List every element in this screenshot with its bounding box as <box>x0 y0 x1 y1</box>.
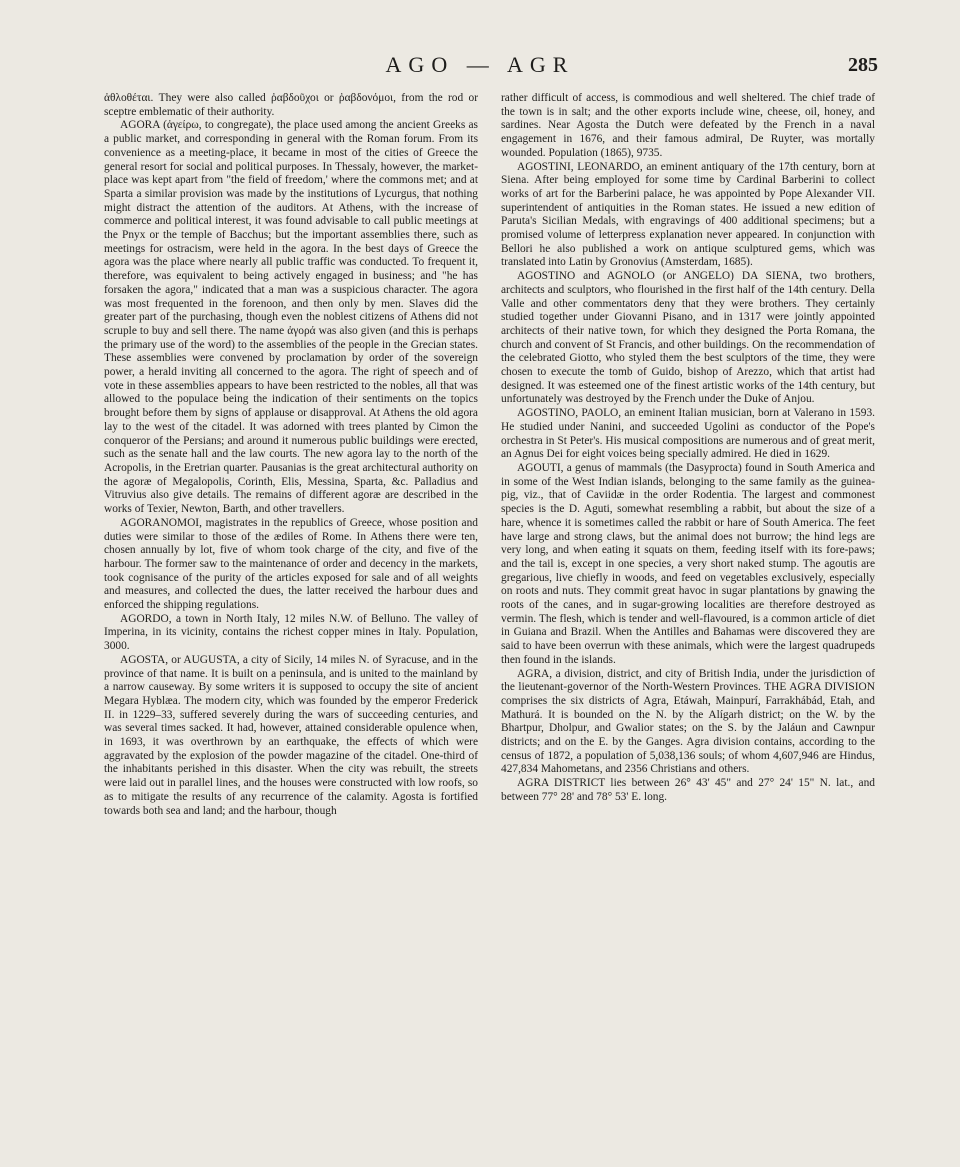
entry-agouti: AGOUTI, a genus of mammals (the Dasyprocta) found in South America and in some of the West Indian islands, belonging to the same family as the guinea-pig, viz., that of Caviidæ in the order Rodentia. The largest and commonest species is the D. Aguti, somewhat resembling a rabbit, but about the size of a hare, whence it is sometimes called the rabbit or hare of South America. The feet have large and strong claws, but the animal does not burrow; the hind legs are very long, and when eating it squats on them, feeding itself with its fore-paws; and the tail is, except in one species, a very short naked stump. The agoutis are gregarious, live chiefly in woods, and feed on vegetables exclusively, especially on roots and nuts. They commit great havoc in sugar plantations by gnawing the roots of the canes, and in sugar-growing localities are therefore destroyed as vermin. The flesh, which is tender and well-flavoured, is a common article of diet in Guiana and Brazil. When the Antilles and Bahamas were discovered they are said to have been overrun with these animals, which were the largest quadrupeds then found in the islands. <box>501 461 875 666</box>
paragraph-athlothetai-end: ἀθλοθέται. They were also called ῥαβδοῦχοι or ῥαβδονόμοι, from the rod or sceptre emblematic of their authority. <box>104 92 478 118</box>
entry-agra-district: AGRA DISTRICT lies between 26° 43' 45" and 27° 24' 15" N. lat., and between 77° 28' and 78° 53' E. long. <box>501 777 875 803</box>
entry-agostino-agnolo: AGOSTINO and AGNOLO (or ANGELO) DA SIENA, two brothers, architects and sculptors, who flourished in the first half of the 14th century. Della Valle and other commentators deny that they were brothers. They certainly studied together under Giovanni Pisano, and in 1317 were jointly appointed architects of their native town, for which they designed the Porta Romana, the church and convent of St Francis, and other buildings. On the recommendation of the celebrated Giotto, who styled them the best sculptors of the time, they were chosen to execute the tomb of Guido, bishop of Arezzo, which that artist had designed. It was esteemed one of the finest artistic works of the 14th century, but unfortunately was destroyed by the French under the Duke of Anjou. <box>501 270 875 406</box>
entry-agostino-paolo: AGOSTINO, PAOLO, an eminent Italian musician, born at Valerano in 1593. He studied under Nanini, and succeeded Ugolini as conductor of the Pope's orchestra in St Peter's. His musical compositions are numerous and of great merit, an Agnus Dei for eight voices being specially admired. He died in 1629. <box>501 407 875 461</box>
entry-agostini: AGOSTINI, LEONARDO, an eminent antiquary of the 17th century, born at Siena. After being employed for some time by Cardinal Barberini to collect works of art for the Barberini palace, he was appointed by Pope Alexander VII. superintendent of antiquities in the Roman states. He issued a new edition of Paruta's Sicilian Medals, with engravings of 400 additional specimens; but a promised volume of letterpress explanation never appeared. In conjunction with Bellori he also published a work on antique sculptured gems, which was translated into Latin by Gronovius (Amsterdam, 1685). <box>501 160 875 269</box>
entry-agoranomoi: AGORANOMOI, magistrates in the republics of Greece, whose position and duties were similar to those of the ædiles of Rome. In Athens there were ten, chosen annually by lot, five of whom took charge of the city, and five of the harbour. The former saw to the maintenance of order and decency in the markets, took cognisance of the purity of the articles exposed for sale and of all weights and measures, and collected the dues, the latter received the harbour dues and enforced the shipping regulations. <box>104 516 478 612</box>
left-column <box>104 92 478 818</box>
entry-agordo: AGORDO, a town in North Italy, 12 miles N.W. of Belluno. The valley of Imperina, in its vicinity, contains the richest copper mines in Italy. Population, 3000. <box>104 612 478 653</box>
running-title: AGO — AGR <box>385 52 575 77</box>
paragraph-agosta-continued: rather difficult of access, is commodious and well sheltered. The chief trade of the town is in salt; and the other exports include wine, cheese, oil, honey, and sardines. Near Agosta the Dutch were defeated by the French in a naval engagement in 1676, and their famous admiral, De Ruyter, was mortally wounded. Population (1865), 9735. <box>501 92 875 159</box>
right-column <box>501 92 875 805</box>
page-number: 285 <box>848 54 878 76</box>
running-head <box>0 52 960 82</box>
entry-agra: AGRA, a division, district, and city of British India, under the jurisdiction of the lieutenant-governor of the North-Western Provinces. THE AGRA DIVISION comprises the six districts of Agra, Etáwah, Mainpurí, Farrakhábád, Etah, and Mathurá. It is bounded on the N. by the Alígarh district; on the W. by the Bhartpur, Dholpur, and Gwalior states; on the S. by the Jaláun and Cawnpur districts; and on the E. by the Ganges. Agra division contains, according to the census of 1872, a population of 5,038,136 souls; of whom 4,607,946 are Hindus, 427,834 Mahometans, and 2356 Christians and others. <box>501 667 875 776</box>
entry-agora: AGORA (ἀγείρω, to congregate), the place used among the ancient Greeks as a public market, and corresponding in general with the Roman forum. From its convenience as a meeting-place, it became in most of the cities of Greece the general resort for social and political purposes. In Thessaly, however, the market-place was kept apart from "the field of freedom,' where the commons met; and at Sparta a similar provision was made by the institutions of Lycurgus, that nothing might distract the attention of the auditors. At Athens, with the increase of commerce and political interest, it was found advisable to call public meetings at the Pnyx or the temple of Bacchus; but the important assemblies there, such as meetings for ostracism, were held in the agora. In the best days of Greece the agora was the place where nearly all public traffic was conducted. To frequent it, therefore, was equivalent to being actively engaged in business; and "he has forsaken the agora," indicated that a man was a suspicious character. The agora was most frequented in the forenoon, and then only by men. Slaves did the greater part of the purchasing, though even the noblest citizens of Athens did not scruple to buy and sell there. The name ἀγορά was also given (and this is perhaps the primary use of the word) to the assemblies of the people in the Grecian states. These assemblies were convened by proclamation by order of the sovereign power, a herald inviting all concerned to the agora. The right of speech and of vote in these assemblies appears to have been restricted to the nobles, all that was allowed to the populace being the indication of their sentiments on the topics brought before them by signs of applause or disapproval. At Athens the old agora lay to the west of the citadel. It was adorned with trees planted by Cimon the conqueror of the Persians; and around it numerous public buildings were erected, such as the senate hall and the law courts. The new agora lay to the north of the Acropolis, in the Eretrian quarter. Pausanias is the great architectural authority on the agoræ of Megalopolis, Corinth, Elis, Messina, Sparta, &c. Palladius and Vitruvius also give details. The remains of different agoræ are described in the works of Texier, Newton, Barth, and other travellers. <box>104 119 478 516</box>
entry-agosta: AGOSTA, or AUGUSTA, a city of Sicily, 14 miles N. of Syracuse, and in the province of that name. It is built on a peninsula, and is united to the mainland by a narrow causeway. By some writers it is supposed to occupy the site of ancient Megara Hyblæa. The modern city, which was founded by the emperor Frederick II. in 1229–33, suffered severely during the wars of succeeding centuries, and was several times sacked. It had, however, attained considerable opulence when, in 1693, it was overthrown by an earthquake, the effects of which were aggravated by the explosion of the powder magazine of the citadel. One-third of the inhabitants perished in this disaster. When the city was rebuilt, the streets were laid out in parallel lines, and the houses were constructed with low roofs, so as to mitigate the results of any recurrence of the calamity. Agosta is fortified towards both sea and land; and the harbour, though <box>104 653 478 817</box>
